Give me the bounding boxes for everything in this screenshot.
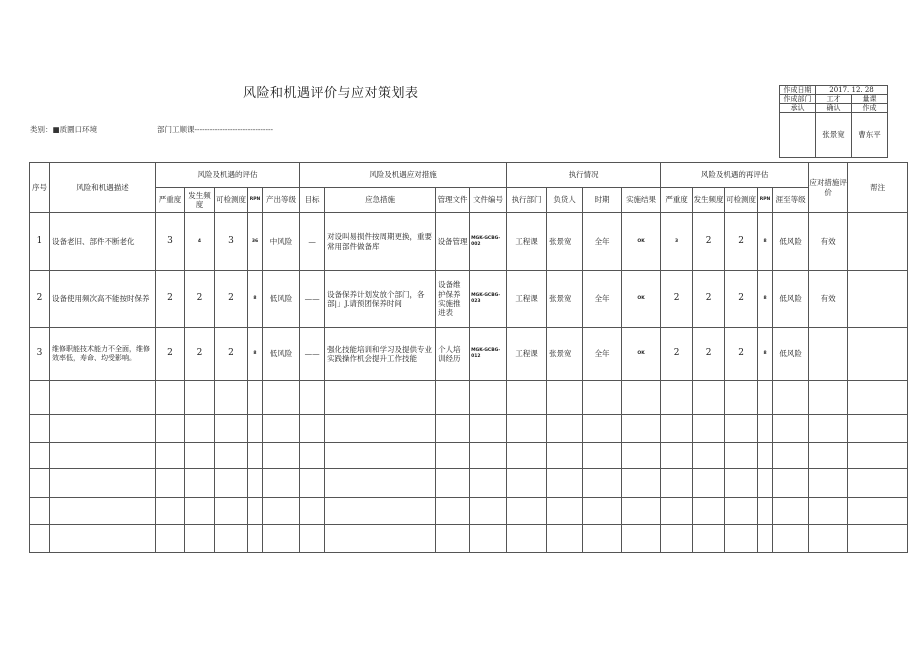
row-risk-level: 中风险 xyxy=(263,213,300,271)
row-measure: 强化技能培训和学习及提供专业实践操作机会提升工作技能 xyxy=(325,328,436,381)
row-period: 全年 xyxy=(583,271,622,328)
row-target: —— xyxy=(300,271,325,328)
approve-signature-cell xyxy=(780,113,816,158)
row-re-risk-level: 低风险 xyxy=(773,271,809,328)
header-re-rpn: RPN xyxy=(758,188,773,213)
page-title: 风险和机遇评价与应对策划表 xyxy=(243,86,419,101)
row-severity: 3 xyxy=(156,213,185,271)
header-severity: 严重度 xyxy=(156,188,185,213)
header-measures: 风险及机遇应对措施 xyxy=(300,163,507,188)
confirm-signature: 张景宽 xyxy=(816,113,852,158)
row-re-rpn: 8 xyxy=(758,271,773,328)
header-target: 目标 xyxy=(300,188,325,213)
row-remark xyxy=(848,328,908,381)
row-owner: 张景宽 xyxy=(547,271,583,328)
row-effectiveness: 有效 xyxy=(809,271,848,328)
row-rpn: 8 xyxy=(248,271,263,328)
row-no: 1 xyxy=(30,213,50,271)
row-detectability: 2 xyxy=(215,328,248,381)
header-evaluation: 风险及机遇的评估 xyxy=(156,163,300,188)
row-re-severity: 3 xyxy=(661,213,693,271)
row-risk-level: 低风险 xyxy=(263,328,300,381)
row-no: 2 xyxy=(30,271,50,328)
row-target: —— xyxy=(300,328,325,381)
row-description: 设备老旧、部件不断老化 xyxy=(50,213,156,271)
row-severity: 2 xyxy=(156,271,185,328)
table-row xyxy=(30,213,908,271)
row-re-risk-level: 低风险 xyxy=(773,328,809,381)
category-label: 类别：■质圜口环境 xyxy=(30,125,98,134)
row-effectiveness: 有效 xyxy=(809,213,848,271)
header-impl-result: 实施结果 xyxy=(622,188,661,213)
row-description: 维修职能技术能力不全面，维修效率低，寿命、均受影响。 xyxy=(50,328,156,381)
row-description: 设备使用频次高不能按时保养 xyxy=(50,271,156,328)
header-re-frequency: 发生频度 xyxy=(693,188,725,213)
empty-row xyxy=(30,469,908,498)
empty-row xyxy=(30,415,908,443)
row-detectability: 3 xyxy=(215,213,248,271)
row-no: 3 xyxy=(30,328,50,381)
department-dashes: ------------------------------- xyxy=(194,125,274,134)
create-label: 作成 xyxy=(852,104,888,113)
header-re-detectability: 可检测度 xyxy=(725,188,758,213)
header-rpn: RPN xyxy=(248,188,263,213)
row-owner: 张景宽 xyxy=(547,328,583,381)
header-re-severity: 严重度 xyxy=(661,188,693,213)
row-doc-no: MGK-GCBG-023 xyxy=(470,271,507,328)
row-detectability: 2 xyxy=(215,271,248,328)
empty-row xyxy=(30,525,908,553)
row-re-frequency: 2 xyxy=(693,213,725,271)
row-re-rpn: 8 xyxy=(758,328,773,381)
row-measure: 对设叫易损件按周期更换，重要常用部件做备库 xyxy=(325,213,436,271)
row-frequency: 2 xyxy=(185,271,215,328)
row-impl-result: OK xyxy=(622,213,661,271)
row-frequency: 2 xyxy=(185,328,215,381)
row-mgmt-doc: 设备管理 xyxy=(436,213,470,271)
table-row xyxy=(30,271,908,328)
row-measure: 设备保养计划发放个部门，各部|」J.请预团保养时间 xyxy=(325,271,436,328)
empty-row xyxy=(30,443,908,469)
row-exec-dept: 工程课 xyxy=(507,213,547,271)
empty-row xyxy=(30,498,908,525)
create-signature: 曹东平 xyxy=(852,113,888,158)
row-re-frequency: 2 xyxy=(693,271,725,328)
row-owner: 张景宽 xyxy=(547,213,583,271)
row-exec-dept: 工程课 xyxy=(507,271,547,328)
date-label: 作成日期 xyxy=(780,86,816,95)
header-period: 时期 xyxy=(583,188,622,213)
row-re-severity: 2 xyxy=(661,328,693,381)
header-description: 风险和机遇描述 xyxy=(50,163,156,213)
row-frequency: 4 xyxy=(185,213,215,271)
row-rpn: 36 xyxy=(248,213,263,271)
row-re-detectability: 2 xyxy=(725,271,758,328)
header-execution: 执行情况 xyxy=(507,163,661,188)
confirm-label: 确认 xyxy=(816,104,852,113)
row-re-detectability: 2 xyxy=(725,328,758,381)
row-severity: 2 xyxy=(156,328,185,381)
header-doc-no: 文件编号 xyxy=(470,188,507,213)
risk-table xyxy=(29,162,908,553)
row-doc-no: MGK-GCBG-002 xyxy=(470,213,507,271)
row-exec-dept: 工程课 xyxy=(507,328,547,381)
row-re-detectability: 2 xyxy=(725,213,758,271)
header-exec-dept: 执行部门 xyxy=(507,188,547,213)
header-detectability: 可检测度 xyxy=(215,188,248,213)
row-re-risk-level: 低风险 xyxy=(773,213,809,271)
header-re-risk-level: 涯至等级 xyxy=(773,188,809,213)
row-mgmt-doc: 设备维护保养实施推进表 xyxy=(436,271,470,328)
header-frequency: 发生频度 xyxy=(185,188,215,213)
row-impl-result: OK xyxy=(622,328,661,381)
row-risk-level: 低风险 xyxy=(263,271,300,328)
row-doc-no: MGK-GCBG-012 xyxy=(470,328,507,381)
header-owner: 负货人 xyxy=(547,188,583,213)
row-re-severity: 2 xyxy=(661,271,693,328)
department-name: 部门工顺课 xyxy=(157,125,195,134)
dept-label: 作成部门 xyxy=(780,95,816,104)
table-row xyxy=(30,328,908,381)
header-measure: 应急措施 xyxy=(325,188,436,213)
row-period: 全年 xyxy=(583,328,622,381)
header-no: 序号 xyxy=(30,163,50,213)
header-remark: 帮注 xyxy=(848,163,908,213)
department-label xyxy=(157,124,273,135)
row-rpn: 8 xyxy=(248,328,263,381)
approve-label: 承认 xyxy=(780,104,816,113)
header-effectiveness: 应对措施评价 xyxy=(809,163,848,213)
row-remark xyxy=(848,213,908,271)
row-impl-result: OK xyxy=(622,271,661,328)
approval-table xyxy=(779,85,888,158)
dept-value-2: 量课 xyxy=(852,95,888,104)
header-risk-level: 产出等级 xyxy=(263,188,300,213)
row-mgmt-doc: 个人培训经历 xyxy=(436,328,470,381)
header-reevaluation: 风险及机遇的再评估 xyxy=(661,163,809,188)
row-effectiveness xyxy=(809,328,848,381)
header-mgmt-doc: 管理文件 xyxy=(436,188,470,213)
row-re-rpn: 8 xyxy=(758,213,773,271)
row-period: 全年 xyxy=(583,213,622,271)
row-remark xyxy=(848,271,908,328)
date-value: 2017. 12. 28 xyxy=(816,86,888,95)
dept-value: 工才 xyxy=(816,95,852,104)
row-re-frequency: 2 xyxy=(693,328,725,381)
empty-row xyxy=(30,381,908,415)
row-target: — xyxy=(300,213,325,271)
